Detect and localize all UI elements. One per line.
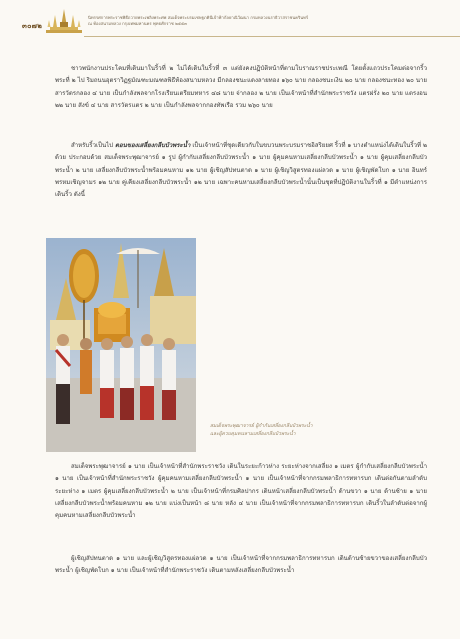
paragraph-1: ชาวพนักงานประโคมที่เดินมาในริ้วที่ ๒ ไม่ได้เดินในริ้วที่ ๓ แต่ยังคงปฏิบัติหน้าที่ตามโบราณราชประเพณี โดยตั้งแถวประโคมต่อจากริ้วพระที่ ๒ ไป ริมถนนอุตราวิฏฐมัณฑะมณฑลพิธีท้องสนามหลวง มีกลองชนะแดงลายทอง ๑๖๐ นาย กลองชนะเงิน ๒๐ นาย กลองชนะทอง ๒๐ นาย สารวัตรกลอง ๔ นาย เป็นกำลังพลจากโรงเรียนเตรียมทหาร ๔๘ นาย จ่ากลอง ๒ นาย เป็นเจ้าหน้าที่สำนักพระราชวัง แตรฝรั่ง ๒๐ นาย แตรงอน ๒๒ นาย สังข์ ๔ นาย สารวัตรแตร ๒ นาย เป็นกำลังพลจากกองทัพเรือ รวม ๒๖๐ นาย <box>55 65 427 109</box>
page-number: ๓๐๗๒ <box>22 22 43 30</box>
ceremony-photo <box>46 238 196 452</box>
royal-emblem-icon <box>44 8 84 36</box>
emphasis-text: ตอนของเสลี่ยงกลีบบัวพระน้ำ <box>115 142 191 149</box>
header-line-2: ณ ท้องสนามหลวง กรุงเทพมหานคร พุทธศักราช ๒๕๕๓ <box>88 21 188 26</box>
paragraph-3: สมเด็จพระพุฒาจารย์ ๑ นาย เป็นเจ้าหน้าที่สำนักพระราชวัง เดินในระยะก้าวห่าง ระยะห่างจากเสลี่ยง ๑ เมตร ผู้กำกับเสลี่ยงกลีบบัวพระน้ำ ๑ นาย เป็นเจ้าหน้าที่สำนักพระราชวัง ผู้คุมคนหามเสลี่ยงกลีบบัวพระน้ำ ๑ นาย เป็นเจ้าหน้าที่จากกรมพลาธิการทหารบก เดินต่อกันตามลำดับ ระยะห่าง ๑ เมตร ผู้คุมเสลี่ยงกลีบบัวพระน้ำ ๒ นาย เป็นเจ้าหน้าที่กรมศิลปากร เดินหน้าเสลี่ยงกลีบบัวพระน้ำ ด้านขวา ๑ นาย ด้านซ้าย ๑ นาย เสลี่ยงกลีบบัวพระน้ำพร้อมคนหาม ๑๒ นาย แบ่งเป็นหน้า ๘ นาย หลัง ๔ นาย เป็นเจ้าหน้าที่จากกรมพลาธิการทหารบก เดินริ้วในลำดับต่อจากผู้คุมคนหามเสลี่ยงกลีบบัวพระน้ำ <box>55 463 427 520</box>
page-header <box>0 0 460 44</box>
header-line-1: นิทรรศการพระราชพิธีถวายพระเพลิงพระศพ สมเด็จพระบรมเชษฐภคินีเจ้าฟ้ากัลยาณิวัฒนา กรมหลวงนราธิวาสราชนครินทร์ <box>88 15 309 20</box>
header-title-block <box>88 15 328 27</box>
header-rule <box>84 36 460 37</box>
paragraph-4: ผู้เชิญสัปทนตาด ๑ นาย และผู้เชิญวิสูตรทองแผ่ลวด ๑ นาย เป็นเจ้าหน้าที่จากกรมพลาธิการทหารบก เดินด้านซ้ายขวาของเสลี่ยงกลีบบัวพระน้ำ ผู้เชิญพัดโบก ๑ นาย เป็นเจ้าหน้าที่สำนักพระราชวัง เดินตามหลังเสลี่ยงกลีบบัวพระน้ำ <box>55 555 427 575</box>
paragraph-2: สำหรับริ้วเป็นไป ตอนของเสลี่ยงกลีบบัวพระน้ำ เป็นเจ้าหน้าที่ชุดเดียวกับในขบวนพระบรมราชอิสริยยศ ริ้วที่ ๑ บางตำแหน่งได้เดินในริ้วที่ ๒ ด้วย ประกอบด้วย สมเด็จพระพุฒาจารย์ ๑ รูป ผู้กำกับเสลี่ยงกลีบบัวพระน้ำ ๑ นาย ผู้คุมคนหามเสลี่ยงกลีบบัวพระน้ำ ๑ นาย ผู้คุมเสลี่ยงกลีบบัวพระน้ำ ๒ นาย เสลี่ยงกลีบบัวพระน้ำพร้อมคนหาม ๑๒ นาย ผู้เชิญสัปทนตาด ๑ นาย ผู้เชิญวิสูตรทองแผ่ลวด ๑ นาย ผู้เชิญพัดโบก ๑ นาย อินทร์พรหมเชิญจามร ๑๒ นาย คู่เคียงเสลี่ยงกลีบบัวพระน้ำ ๑๒ นาย เฉพาะคนหามเสลี่ยงกลีบบัวพระน้ำนั้นเป็นชุดที่ปฏิบัติงานในริ้วที่ ๑ มีตำแหน่งการเดินริ้ว ดังนี้ <box>55 142 427 199</box>
photo-caption: สมเด็จพระพุฒาจารย์ ผู้กำกับเสลี่ยงกลีบบัวพระน้ำ และผู้ควบคุมคนหามเสลี่ยงกลีบบัวพระน้ำ <box>210 423 313 437</box>
